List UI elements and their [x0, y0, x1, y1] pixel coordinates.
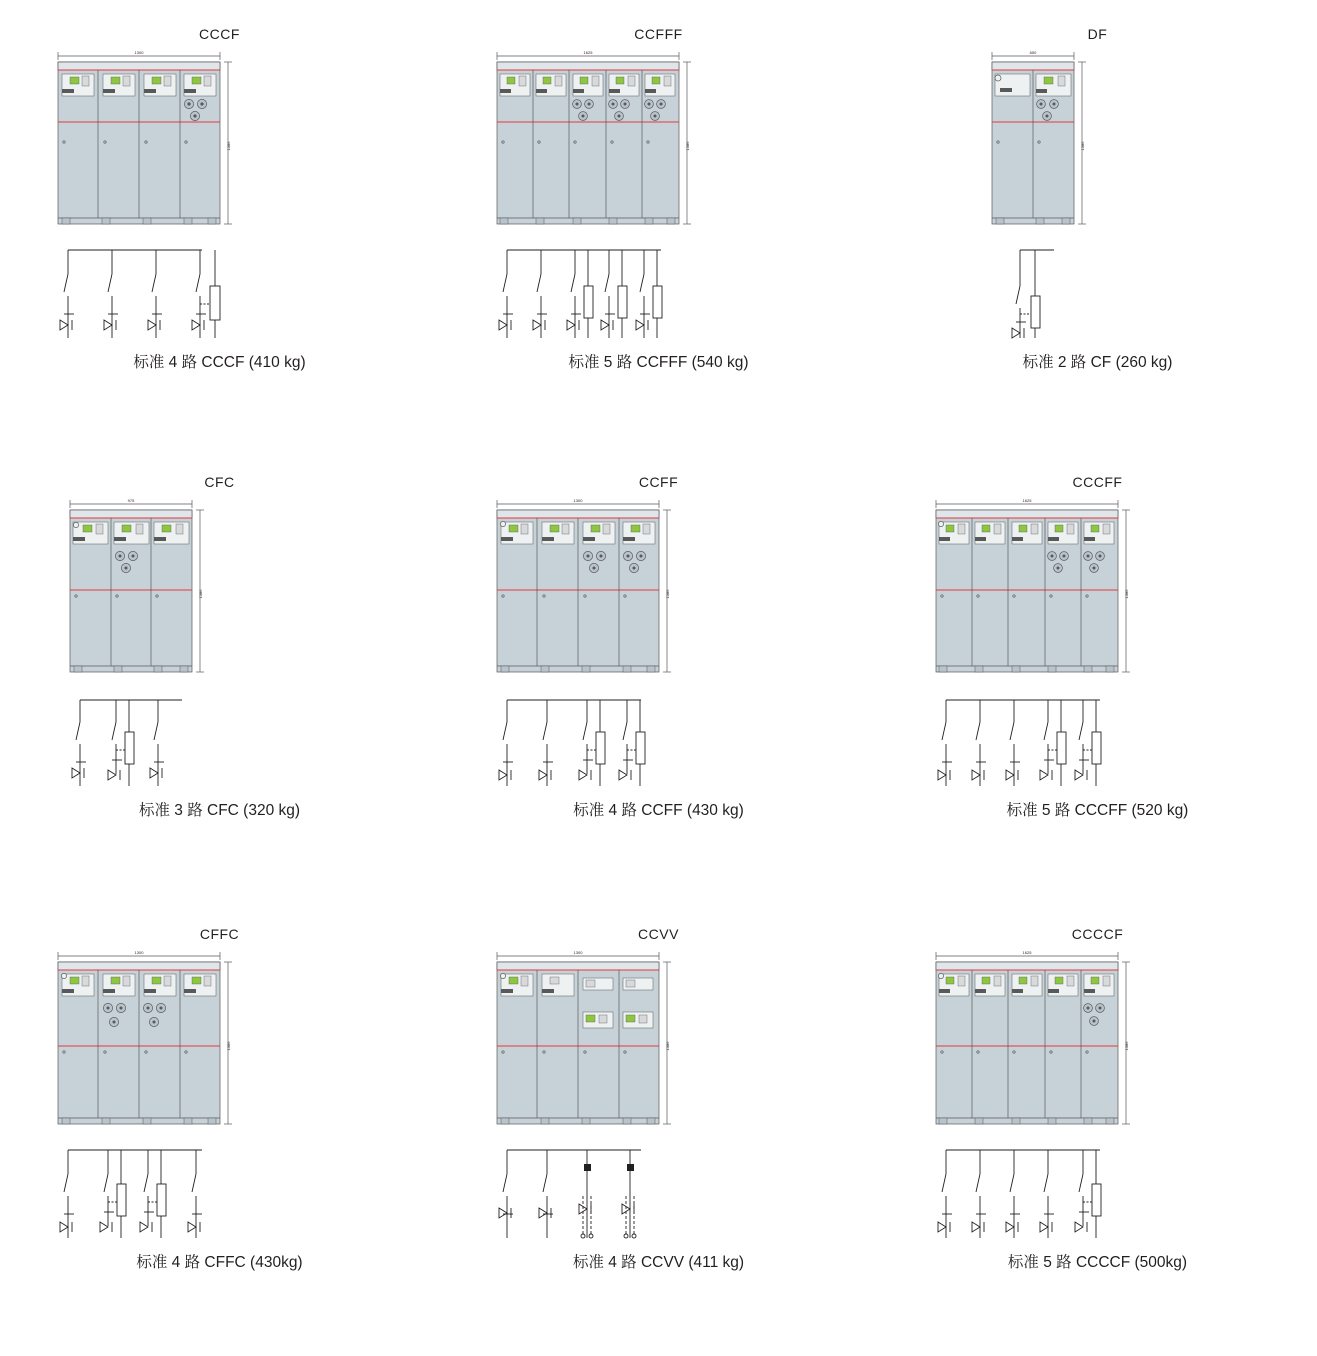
- config-cell-ccfff: [439, 0, 878, 452]
- svg-text:1386: 1386: [1123, 589, 1129, 599]
- cell-title: DF: [1087, 26, 1108, 42]
- svg-text:1386: 1386: [684, 141, 690, 151]
- drawing-ccccf: [928, 946, 1268, 1246]
- config-cell-ccvv: [439, 904, 878, 1356]
- svg-text:1300: 1300: [134, 50, 143, 55]
- drawing-ccfff: [489, 46, 829, 346]
- cell-caption: 标准 4 路 CCVV (411 kg): [572, 1254, 745, 1271]
- svg-text:650: 650: [1029, 50, 1036, 55]
- ccvv-svg: [489, 946, 829, 1246]
- drawing-cffc: [50, 946, 390, 1246]
- ccff-svg: [489, 494, 829, 794]
- svg-text:1625: 1625: [583, 50, 592, 55]
- svg-text:1625: 1625: [1022, 498, 1031, 503]
- cell-caption: 标准 4 路 CCCF (410 kg): [133, 354, 306, 371]
- config-cell-cccf: [0, 0, 439, 452]
- svg-text:1300: 1300: [134, 950, 143, 955]
- cell-title: CCCCF: [1071, 926, 1124, 942]
- cell-caption: 标准 5 路 CCCCF (500kg): [1007, 1254, 1188, 1271]
- ccccf-svg: [928, 946, 1268, 1246]
- drawing-cccff: [928, 494, 1268, 794]
- cell-title: CCVV: [638, 926, 679, 942]
- config-cell-cfc: [0, 452, 439, 904]
- cell-title: CCFFF: [634, 26, 683, 42]
- svg-text:1386: 1386: [664, 589, 670, 599]
- cccf-svg: [50, 46, 390, 346]
- cell-title: CFFC: [199, 926, 240, 942]
- drawing-cfc: [50, 494, 390, 794]
- drawing-ccvv: [489, 946, 829, 1246]
- config-cell-cffc: [0, 904, 439, 1356]
- config-cell-ccccf: [878, 904, 1317, 1356]
- config-cell-ccff: [439, 452, 878, 904]
- config-cell-df: [878, 0, 1317, 452]
- cell-caption: 标准 3 路 CFC (320 kg): [138, 802, 301, 819]
- drawing-ccff: [489, 494, 829, 794]
- ccfff-svg: [489, 46, 829, 346]
- cell-title: CFC: [204, 474, 235, 490]
- svg-text:1300: 1300: [573, 950, 582, 955]
- svg-text:1386: 1386: [1123, 1041, 1129, 1051]
- cfc-svg: [50, 494, 390, 794]
- cell-title: CCCFF: [1072, 474, 1123, 490]
- cell-title: CCFF: [638, 474, 679, 490]
- svg-text:1386: 1386: [197, 589, 203, 599]
- drawing-df: [928, 46, 1268, 346]
- svg-text:1386: 1386: [225, 1041, 231, 1051]
- svg-text:1625: 1625: [1022, 950, 1031, 955]
- svg-text:1386: 1386: [1079, 141, 1085, 151]
- cell-title: CCCF: [199, 26, 240, 42]
- config-cell-cccff: [878, 452, 1317, 904]
- df-svg: [928, 46, 1268, 346]
- cffc-svg: [50, 946, 390, 1246]
- svg-text:1300: 1300: [573, 498, 582, 503]
- cell-caption: 标准 5 路 CCCFF (520 kg): [1006, 802, 1189, 819]
- cell-caption: 标准 2 路 CF (260 kg): [1022, 354, 1173, 371]
- svg-text:1386: 1386: [225, 141, 231, 151]
- cccff-svg: [928, 494, 1268, 794]
- cell-caption: 标准 4 路 CFFC (430kg): [136, 1254, 303, 1271]
- cell-caption: 标准 5 路 CCFFF (540 kg): [568, 354, 749, 371]
- svg-text:1386: 1386: [664, 1041, 670, 1051]
- drawing-cccf: [50, 46, 390, 346]
- svg-text:975: 975: [127, 498, 134, 503]
- cell-caption: 标准 4 路 CCFF (430 kg): [573, 802, 744, 819]
